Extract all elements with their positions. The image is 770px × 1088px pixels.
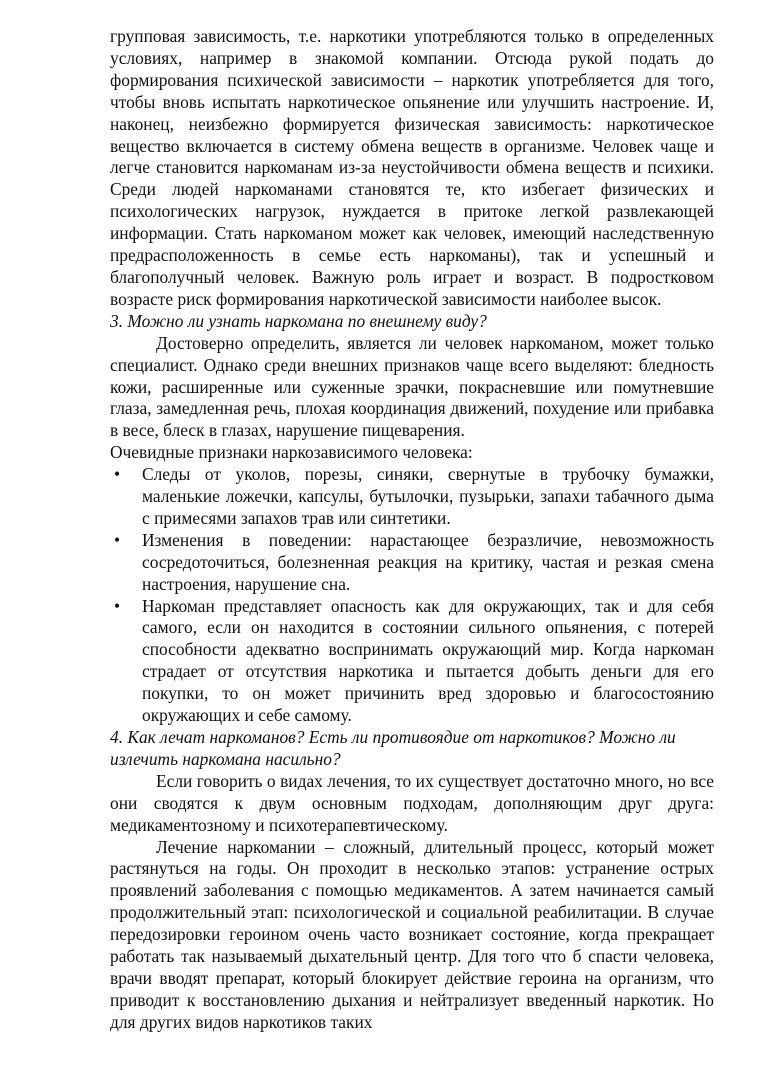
list-item <box>110 530 714 596</box>
paragraph-external-signs: Достоверно определить, является ли человек наркоманом, может только специалист. Однако среди внешних признаков чаще всего выделяют: бледность кожи, расширенные или суженные зрачки, покрасневшие или помутневшие глаза, замедленная речь, плохая координация движений, похудение или прибавка в весе, блеск в глазах, нарушение пищеварения. <box>110 332 714 441</box>
section-heading-4: 4. Как лечат наркоманов? Есть ли противоядие от наркотиков? Можно ли излечить наркомана насильно? <box>110 727 676 769</box>
paragraph-treatment-process: Лечение наркомании – сложный, длительный процесс, который может растянуться на годы. Он проходит в несколько этапов: устранение острых проявлений заболевания с помощью медикаментов. А затем начинается самый продолжительный этап: психологической и социальной реабилитации. В случае передозировки героином очень часто возникает состояние, когда прекращает работать так называемый дыхательный центр. Для того что б спасти человека, врачи вводят препарат, который блокирует действие героина на организм, что приводит к восстановлению дыхания и нейтрализует введенный наркотик. Но для других видов наркотиков таких <box>110 836 714 1032</box>
bullet-icon: • <box>114 464 121 485</box>
list-item-text: Следы от уколов, порезы, синяки, свернутые в трубочку бумажки, маленькие ложечки, капсулы, бутылочки, пузырьки, запахи табачного дыма с примесями запахов трав или синтетики. <box>142 464 714 528</box>
list-item-text: Изменения в поведении: нарастающее безразличие, невозможность сосредоточиться, болезненная реакция на критику, частая и резкая смена настроения, нарушение сна. <box>142 529 714 594</box>
bullet-icon: • <box>114 529 121 550</box>
signs-bullet-list <box>110 464 714 727</box>
document-page <box>110 26 714 1034</box>
paragraph-dependency-stages: групповая зависимость, т.е. наркотики употребляются только в определенных условиях, например в знакомой компании. Отсюда рукой подать до формирования психической зависимости – наркотик употребляется для того, чтобы вновь испытать наркотическое опьянение или улучшить настроение. И, наконец, неизбежно формируется физическая зависимость: наркотическое вещество включается в систему обмена веществ в организме. Человек чаще и легче становится наркоманам из-за неустойчивости обмена веществ и психики. Среди людей наркоманами становятся те, кто избегает физических и психологических нагрузок, нуждается в притоке легкой развлекающей информации. Стать наркоманом может как человек, имеющий наследственную предрасположенность в семье есть наркоманы), так и успешный и благополучный человек. Важную роль играет и возраст. В подростковом возрасте риск формирования наркотической зависимости наиболее высок. <box>110 26 714 309</box>
list-item-text: Наркоман представляет опасность как для окружающих, так и для себя самого, если он находится в состоянии сильного опьянения, с потерей способности адекватно воспринимать окружающий мир. Когда наркоман страдает от отсутствия наркотика и пытается добыть деньги для его покупки, то он может причинить вред здоровью и благосостоянию окружающих и себе самому. <box>142 595 714 726</box>
section-heading-3: 3. Можно ли узнать наркомана по внешнему виду? <box>110 310 487 331</box>
bullet-icon: • <box>114 595 121 616</box>
paragraph-obvious-signs-intro: Очевидные признаки наркозависимого человека: <box>110 442 473 463</box>
list-item <box>110 596 714 727</box>
list-item <box>110 464 714 530</box>
paragraph-treatment-types: Если говорить о видах лечения, то их существует достаточно много, но все они сводятся к двум основным подходам, дополняющим друг друга: медикаментозному и психотерапевтическому. <box>110 770 714 835</box>
